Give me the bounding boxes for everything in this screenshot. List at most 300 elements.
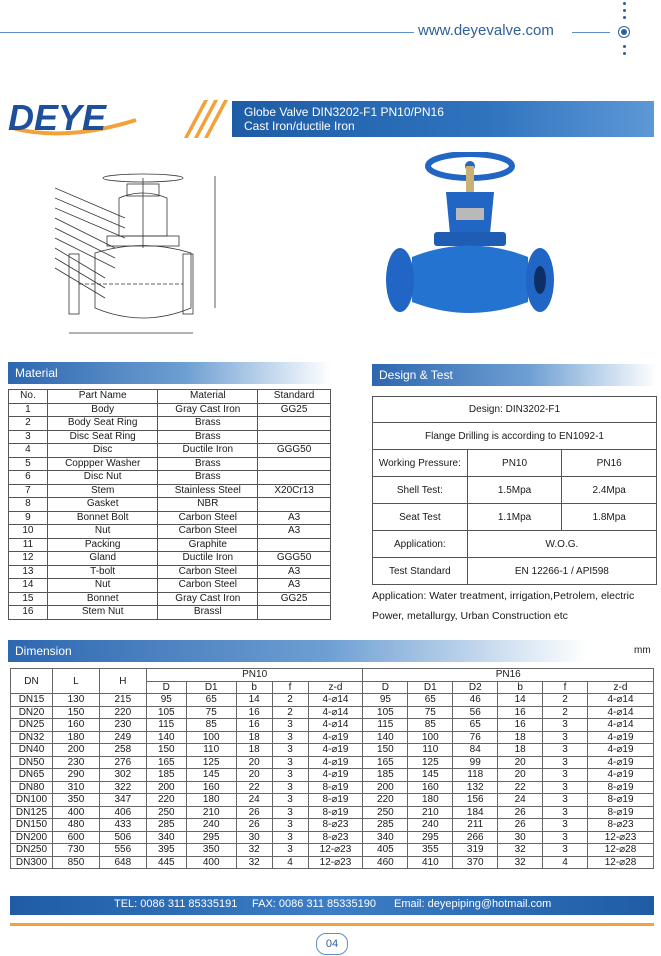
dimension-cell: 180 xyxy=(52,731,99,744)
dimension-cell: 460 xyxy=(363,856,408,869)
dimension-cell: 410 xyxy=(408,856,453,869)
dimension-row xyxy=(11,756,654,769)
dimension-cell: 140 xyxy=(363,731,408,744)
dimension-cell: 285 xyxy=(363,819,408,832)
contact-bar xyxy=(10,896,654,915)
material-standard: A3 xyxy=(258,525,331,539)
dimension-cell: 75 xyxy=(408,706,453,719)
dimension-cell: 240 xyxy=(186,819,236,832)
dimension-cell: 4 xyxy=(543,856,588,869)
dimension-cell: 130 xyxy=(52,694,99,707)
dimension-cell: 347 xyxy=(99,794,146,807)
shell-test-row xyxy=(373,477,657,504)
dimension-cell: 4-⌀14 xyxy=(308,694,363,707)
material-part-name: Coppper Washer xyxy=(47,457,158,471)
page-number: 04 xyxy=(316,933,348,955)
design-test-heading: Design & Test xyxy=(372,364,657,386)
dimension-cell: 95 xyxy=(363,694,408,707)
dimension-cell: 26 xyxy=(236,806,272,819)
dim-col-l: L xyxy=(52,669,99,694)
dimension-cell: 140 xyxy=(146,731,186,744)
dimension-cell: DN65 xyxy=(11,769,53,782)
material-row xyxy=(9,511,331,525)
dimension-cell: 3 xyxy=(543,819,588,832)
material-col-material: Material xyxy=(158,390,258,404)
material-no: 3 xyxy=(9,430,48,444)
material-row xyxy=(9,579,331,593)
dimension-cell: 310 xyxy=(52,781,99,794)
dimension-cell: 32 xyxy=(498,844,543,857)
dimension-cell: 145 xyxy=(186,769,236,782)
material-standard xyxy=(258,417,331,431)
material-part-name: Disc Nut xyxy=(47,471,158,485)
dimension-cell: 3 xyxy=(543,781,588,794)
dimension-cell: 3 xyxy=(543,744,588,757)
material-no: 14 xyxy=(9,579,48,593)
dimension-cell: 3 xyxy=(272,831,308,844)
dimension-cell: 276 xyxy=(99,756,146,769)
dimension-cell: 95 xyxy=(146,694,186,707)
dimension-row xyxy=(11,794,654,807)
dimension-cell: 8-⌀19 xyxy=(308,794,363,807)
dimension-cell: 118 xyxy=(453,769,498,782)
material-row xyxy=(9,498,331,512)
material-no: 4 xyxy=(9,444,48,458)
deye-logo xyxy=(6,98,140,140)
dim-col-dn: DN xyxy=(11,669,53,694)
dim-pn10-col: z-d xyxy=(308,681,363,694)
header-rule xyxy=(0,32,414,33)
dimension-cell: DN300 xyxy=(11,856,53,869)
dimension-cell: 2 xyxy=(272,706,308,719)
dimension-cell: 4-⌀19 xyxy=(588,744,654,757)
seat-test-row xyxy=(373,504,657,531)
dimension-cell: 285 xyxy=(146,819,186,832)
material-table xyxy=(8,389,331,620)
dimension-cell: 8-⌀19 xyxy=(308,781,363,794)
dimension-cell: 2 xyxy=(543,706,588,719)
dimension-cell: 350 xyxy=(52,794,99,807)
material-standard: A3 xyxy=(258,511,331,525)
material-material: NBR xyxy=(158,498,258,512)
pressure-pn10: PN10 xyxy=(467,450,562,477)
dimension-cell: 395 xyxy=(146,844,186,857)
dimension-cell: 12-⌀28 xyxy=(588,844,654,857)
dimension-cell: 3 xyxy=(543,756,588,769)
dimension-row xyxy=(11,831,654,844)
material-part-name: Disc Seat Ring xyxy=(47,430,158,444)
material-row xyxy=(9,565,331,579)
dim-pn10-col: D xyxy=(146,681,186,694)
dimension-cell: 210 xyxy=(186,806,236,819)
material-row xyxy=(9,552,331,566)
dimension-cell: 250 xyxy=(363,806,408,819)
material-header-row xyxy=(9,390,331,404)
material-material: Brass xyxy=(158,471,258,485)
dimension-cell: 24 xyxy=(236,794,272,807)
dimension-cell: 20 xyxy=(236,769,272,782)
material-standard: GG25 xyxy=(258,592,331,606)
material-standard xyxy=(258,538,331,552)
material-material: Carbon Steel xyxy=(158,565,258,579)
dimension-cell: 4-⌀14 xyxy=(588,694,654,707)
dim-pn16-col: f xyxy=(543,681,588,694)
dimension-cell: 340 xyxy=(146,831,186,844)
dimension-cell: 3 xyxy=(543,719,588,732)
pressure-label: Working Pressure: xyxy=(373,450,468,477)
dimension-cell: 556 xyxy=(99,844,146,857)
dimension-cell: 105 xyxy=(146,706,186,719)
dimension-cell: 249 xyxy=(99,731,146,744)
dimension-cell: 160 xyxy=(186,781,236,794)
application-label: Application: xyxy=(373,531,468,558)
dimension-cell: 3 xyxy=(272,819,308,832)
dimension-cell: DN32 xyxy=(11,731,53,744)
dimension-cell: 115 xyxy=(363,719,408,732)
dimension-cell: 3 xyxy=(543,806,588,819)
dimension-cell: 12-⌀23 xyxy=(308,856,363,869)
dimension-cell: 99 xyxy=(453,756,498,769)
material-row xyxy=(9,525,331,539)
dim-pn10-col: D1 xyxy=(186,681,236,694)
dimension-cell: 46 xyxy=(453,694,498,707)
material-row xyxy=(9,538,331,552)
dimension-cell: 480 xyxy=(52,819,99,832)
shell-test-pn16: 2.4Mpa xyxy=(562,477,657,504)
header-rule-right xyxy=(572,32,610,33)
shell-test-pn10: 1.5Mpa xyxy=(467,477,562,504)
dimension-cell: 220 xyxy=(99,706,146,719)
unit-label: mm xyxy=(634,645,651,656)
material-part-name: T-bolt xyxy=(47,565,158,579)
dimension-cell: 76 xyxy=(453,731,498,744)
material-no: 8 xyxy=(9,498,48,512)
material-standard xyxy=(258,430,331,444)
dimension-cell: DN80 xyxy=(11,781,53,794)
footer-rule xyxy=(10,923,654,926)
dimension-cell: 165 xyxy=(146,756,186,769)
dimension-cell: 8-⌀19 xyxy=(588,806,654,819)
flange-row xyxy=(373,423,657,450)
dimension-cell: DN100 xyxy=(11,794,53,807)
website-link[interactable]: www.deyevalve.com xyxy=(418,22,554,39)
title-line2: Cast Iron/ductile Iron xyxy=(244,119,355,133)
application-value: W.O.G. xyxy=(467,531,656,558)
dimension-cell: 200 xyxy=(146,781,186,794)
dimension-row xyxy=(11,806,654,819)
material-standard: GG25 xyxy=(258,403,331,417)
material-standard: GGG50 xyxy=(258,552,331,566)
dimension-cell: 12-⌀23 xyxy=(588,831,654,844)
material-row xyxy=(9,417,331,431)
dimension-cell: 2 xyxy=(543,694,588,707)
dimension-cell: 3 xyxy=(272,719,308,732)
test-standard-row xyxy=(373,558,657,585)
dimension-cell: DN25 xyxy=(11,719,53,732)
dimension-row xyxy=(11,744,654,757)
dimension-cell: 3 xyxy=(272,844,308,857)
material-material: Brass xyxy=(158,457,258,471)
dimension-cell: 4 xyxy=(272,856,308,869)
dimension-cell: 18 xyxy=(498,744,543,757)
material-heading: Material xyxy=(8,362,331,384)
dimension-cell: 150 xyxy=(363,744,408,757)
dimension-cell: 100 xyxy=(186,731,236,744)
dimension-cell: 160 xyxy=(408,781,453,794)
dimension-row xyxy=(11,819,654,832)
dimension-cell: 230 xyxy=(99,719,146,732)
dimension-cell: 65 xyxy=(408,694,453,707)
dimension-cell: DN20 xyxy=(11,706,53,719)
dimension-cell: 506 xyxy=(99,831,146,844)
material-no: 15 xyxy=(9,592,48,606)
dimension-cell: 180 xyxy=(186,794,236,807)
dimension-cell: 4-⌀19 xyxy=(308,769,363,782)
dimension-cell: 85 xyxy=(186,719,236,732)
valve-technical-drawing xyxy=(55,158,230,348)
dimension-cell: 185 xyxy=(146,769,186,782)
valve-photo xyxy=(382,152,557,342)
dimension-cell: 319 xyxy=(453,844,498,857)
dimension-cell: 3 xyxy=(543,769,588,782)
material-part-name: Disc xyxy=(47,444,158,458)
dimension-cell: 3 xyxy=(272,806,308,819)
dimension-cell: 16 xyxy=(498,719,543,732)
dimension-cell: 32 xyxy=(236,856,272,869)
dimension-cell: 4-⌀19 xyxy=(588,756,654,769)
dimension-cell: 165 xyxy=(363,756,408,769)
dimension-cell: 185 xyxy=(363,769,408,782)
material-part-name: Gland xyxy=(47,552,158,566)
dimension-cell: 3 xyxy=(543,794,588,807)
dimension-cell: 14 xyxy=(236,694,272,707)
dimension-cell: 16 xyxy=(498,706,543,719)
dimension-cell: 14 xyxy=(498,694,543,707)
dim-pn16-col: D xyxy=(363,681,408,694)
dimension-row xyxy=(11,769,654,782)
design-row xyxy=(373,397,657,423)
dimension-cell: 4-⌀19 xyxy=(308,744,363,757)
dim-pn10-group: PN10 xyxy=(146,669,363,682)
dimension-cell: 150 xyxy=(52,706,99,719)
dimension-cell: 110 xyxy=(186,744,236,757)
dimension-cell: 400 xyxy=(52,806,99,819)
dimension-cell: 445 xyxy=(146,856,186,869)
material-material: Carbon Steel xyxy=(158,511,258,525)
dimension-cell: 32 xyxy=(498,856,543,869)
dimension-cell: 4-⌀19 xyxy=(308,756,363,769)
material-col-no: No. xyxy=(9,390,48,404)
material-material: Gray Cast Iron xyxy=(158,403,258,417)
material-row xyxy=(9,606,331,620)
dimension-cell: 370 xyxy=(453,856,498,869)
design-standard-label: Design: DIN3202-F1 xyxy=(373,397,657,423)
dimension-cell: 26 xyxy=(236,819,272,832)
dimension-cell: 26 xyxy=(498,806,543,819)
test-standard-value: EN 12266-1 / API598 xyxy=(467,558,656,585)
dimension-cell: 8-⌀19 xyxy=(308,806,363,819)
dimension-cell: 18 xyxy=(498,731,543,744)
dim-pn10-col: b xyxy=(236,681,272,694)
dimension-cell: 3 xyxy=(272,756,308,769)
material-standard: X20Cr13 xyxy=(258,484,331,498)
dimension-cell: 30 xyxy=(236,831,272,844)
dimension-cell: 8-⌀23 xyxy=(308,819,363,832)
material-row xyxy=(9,592,331,606)
dimension-cell: 184 xyxy=(453,806,498,819)
dimension-cell: 210 xyxy=(408,806,453,819)
dimension-cell: 156 xyxy=(453,794,498,807)
dimension-cell: 22 xyxy=(236,781,272,794)
dimension-cell: 295 xyxy=(408,831,453,844)
dimension-cell: 18 xyxy=(236,744,272,757)
shell-test-label: Shell Test: xyxy=(373,477,468,504)
dimension-cell: 648 xyxy=(99,856,146,869)
dimension-cell: 24 xyxy=(498,794,543,807)
dimension-cell: 20 xyxy=(498,756,543,769)
logo-text: DEYE xyxy=(8,98,107,138)
material-row xyxy=(9,457,331,471)
dimension-cell: 250 xyxy=(146,806,186,819)
material-material: Gray Cast Iron xyxy=(158,592,258,606)
material-part-name: Nut xyxy=(47,579,158,593)
dimension-cell: 4-⌀19 xyxy=(588,769,654,782)
material-part-name: Stem Nut xyxy=(47,606,158,620)
material-material: Ductile Iron xyxy=(158,552,258,566)
dimension-cell: 200 xyxy=(363,781,408,794)
dimension-cell: 4-⌀19 xyxy=(308,731,363,744)
footer-email[interactable]: Email: deyepiping@hotmail.com xyxy=(394,898,552,910)
dimension-cell: 125 xyxy=(408,756,453,769)
dim-pn16-col: D1 xyxy=(408,681,453,694)
dimension-cell: 350 xyxy=(186,844,236,857)
dimension-cell: DN40 xyxy=(11,744,53,757)
dimension-cell: 3 xyxy=(272,731,308,744)
material-no: 10 xyxy=(9,525,48,539)
dimension-cell: 355 xyxy=(408,844,453,857)
dimension-heading: Dimension xyxy=(8,640,588,662)
dimension-cell: 84 xyxy=(453,744,498,757)
footer-fax: FAX: 0086 311 85335190 xyxy=(252,898,376,910)
dim-col-h: H xyxy=(99,669,146,694)
dimension-cell: 75 xyxy=(186,706,236,719)
dimension-cell: 4-⌀14 xyxy=(588,706,654,719)
dimension-row xyxy=(11,844,654,857)
application-row xyxy=(373,531,657,558)
seat-test-pn10: 1.1Mpa xyxy=(467,504,562,531)
material-part-name: Bonnet Bolt xyxy=(47,511,158,525)
dimension-cell: 322 xyxy=(99,781,146,794)
material-no: 11 xyxy=(9,538,48,552)
title-line1: Globe Valve DIN3202-F1 PN10/PN16 xyxy=(244,105,444,119)
dimension-header-row-1 xyxy=(11,669,654,682)
dimension-cell: 4-⌀14 xyxy=(308,706,363,719)
material-row xyxy=(9,484,331,498)
dimension-cell: 16 xyxy=(236,706,272,719)
material-material: Graphite xyxy=(158,538,258,552)
material-no: 5 xyxy=(9,457,48,471)
dimension-cell: 132 xyxy=(453,781,498,794)
dimension-cell: 18 xyxy=(236,731,272,744)
dim-pn16-col: z-d xyxy=(588,681,654,694)
dimension-row xyxy=(11,694,654,707)
pressure-row xyxy=(373,450,657,477)
dimension-cell: 8-⌀23 xyxy=(588,819,654,832)
dimension-cell: 3 xyxy=(543,844,588,857)
material-material: Brass xyxy=(158,417,258,431)
seat-test-label: Seat Test xyxy=(373,504,468,531)
material-col-standard: Standard xyxy=(258,390,331,404)
material-no: 9 xyxy=(9,511,48,525)
dimension-cell: 20 xyxy=(236,756,272,769)
dim-pn10-col: f xyxy=(272,681,308,694)
dimension-cell: 4-⌀19 xyxy=(588,731,654,744)
dimension-cell: 2 xyxy=(272,694,308,707)
material-no: 1 xyxy=(9,403,48,417)
dimension-cell: 12-⌀23 xyxy=(308,844,363,857)
material-part-name: Gasket xyxy=(47,498,158,512)
flange-drilling-label: Flange Drilling is according to EN1092-1 xyxy=(373,423,657,450)
dimension-cell: 4-⌀14 xyxy=(588,719,654,732)
dimension-row xyxy=(11,781,654,794)
dimension-cell: 12-⌀28 xyxy=(588,856,654,869)
dimension-cell: DN200 xyxy=(11,831,53,844)
design-test-table xyxy=(372,396,657,585)
test-standard-label: Test Standard xyxy=(373,558,468,585)
dimension-cell: DN125 xyxy=(11,806,53,819)
dimension-cell: 110 xyxy=(408,744,453,757)
material-part-name: Bonnet xyxy=(47,592,158,606)
dimension-cell: 100 xyxy=(408,731,453,744)
material-material: Carbon Steel xyxy=(158,579,258,593)
dimension-table xyxy=(10,668,654,869)
dimension-cell: 3 xyxy=(272,781,308,794)
material-no: 6 xyxy=(9,471,48,485)
dimension-cell: 730 xyxy=(52,844,99,857)
material-material: Stainless Steel xyxy=(158,484,258,498)
dimension-cell: 16 xyxy=(236,719,272,732)
material-no: 7 xyxy=(9,484,48,498)
dimension-cell: 400 xyxy=(186,856,236,869)
dimension-cell: 145 xyxy=(408,769,453,782)
material-no: 12 xyxy=(9,552,48,566)
material-standard xyxy=(258,606,331,620)
dimension-cell: 180 xyxy=(408,794,453,807)
dimension-cell: DN15 xyxy=(11,694,53,707)
seat-test-pn16: 1.8Mpa xyxy=(562,504,657,531)
dimension-cell: 3 xyxy=(543,831,588,844)
dimension-cell: 433 xyxy=(99,819,146,832)
dimension-cell: 3 xyxy=(272,769,308,782)
material-part-name: Nut xyxy=(47,525,158,539)
material-no: 16 xyxy=(9,606,48,620)
dimension-cell: 8-⌀19 xyxy=(588,794,654,807)
dimension-cell: 8-⌀23 xyxy=(308,831,363,844)
dimension-cell: 290 xyxy=(52,769,99,782)
dimension-cell: 406 xyxy=(99,806,146,819)
material-material: Brass xyxy=(158,430,258,444)
dimension-cell: 160 xyxy=(52,719,99,732)
dimension-cell: 150 xyxy=(146,744,186,757)
dimension-cell: 600 xyxy=(52,831,99,844)
material-row xyxy=(9,444,331,458)
dimension-cell: 340 xyxy=(363,831,408,844)
dimension-cell: 65 xyxy=(186,694,236,707)
page-title xyxy=(244,105,444,133)
dimension-cell: 3 xyxy=(543,731,588,744)
dimension-row xyxy=(11,856,654,869)
material-no: 13 xyxy=(9,565,48,579)
